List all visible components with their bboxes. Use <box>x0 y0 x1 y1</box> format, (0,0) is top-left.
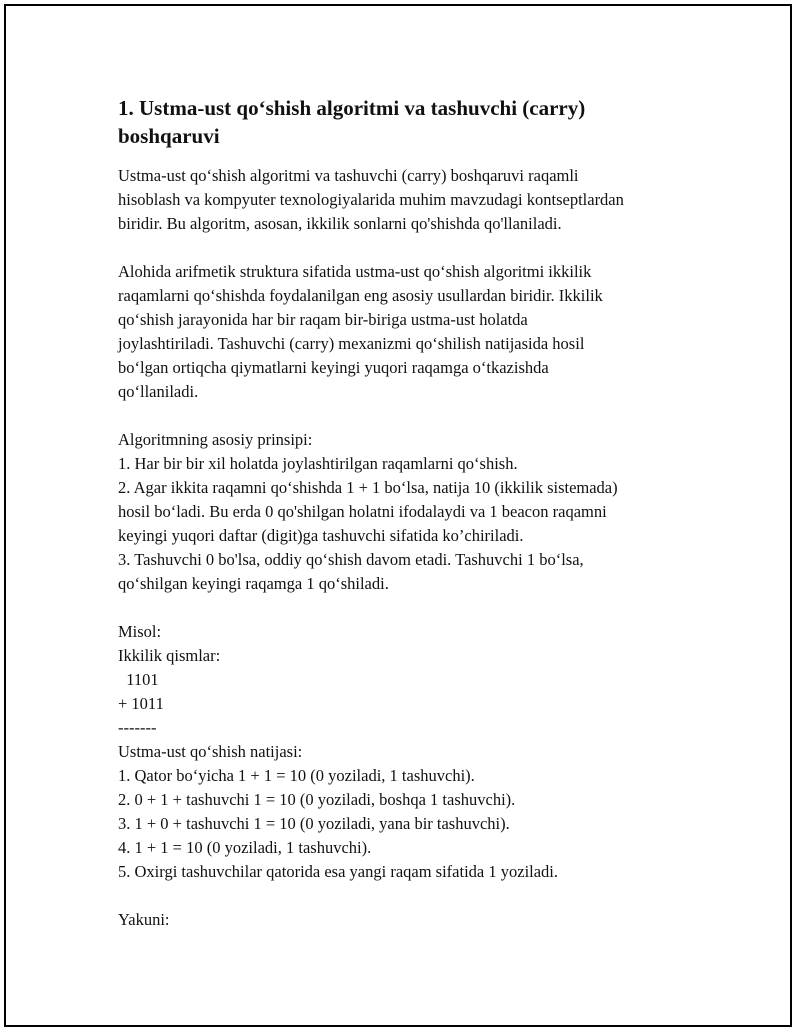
principles-section <box>118 428 718 596</box>
text-line: raqamlarni qo‘shishda foydalanilgan eng asosiy usullardan biridir. Ikkilik <box>118 286 603 305</box>
example-divider: ------- <box>118 718 157 737</box>
example-step: 3. 1 + 0 + tashuvchi 1 = 10 (0 yoziladi, yana bir tashuvchi). <box>118 814 510 833</box>
example-step: 2. 0 + 1 + tashuvchi 1 = 10 (0 yoziladi, boshqa 1 tashuvchi). <box>118 790 516 809</box>
text-line: joylashtiriladi. Tashuvchi (carry) mexanizmi qo‘shilish natijasida hosil <box>118 334 585 353</box>
example-title: Misol: <box>118 622 162 641</box>
principle-item: keyingi yuqori daftar (digit)ga tashuvchi sifatida ko’chiriladi. <box>118 526 524 545</box>
text-line: qo‘shish jarayonida har bir raqam bir-biriga ustma-ust holatda <box>118 310 528 329</box>
text-line: hisoblash va kompyuter texnologiyalarida muhim mavzudagi kontseptlardan <box>118 190 624 209</box>
example-step: 4. 1 + 1 = 10 (0 yoziladi, 1 tashuvchi). <box>118 838 372 857</box>
intro-paragraph <box>118 164 718 236</box>
text-line: Ustma-ust qo‘shish algoritmi va tashuvchi (carry) boshqaruvi raqamli <box>118 166 579 185</box>
example-line: Ikkilik qismlar: <box>118 646 221 665</box>
description-paragraph <box>118 260 718 404</box>
example-section <box>118 620 718 884</box>
text-line: Alohida arifmetik struktura sifatida ustma-ust qo‘shish algoritmi ikkilik <box>118 262 592 281</box>
heading-line: 1. Ustma-ust qo‘shish algoritmi va tashuvchi (carry) <box>118 96 586 120</box>
text-line: biridir. Bu algoritm, asosan, ikkilik sonlarni qo'shishda qo'llaniladi. <box>118 214 562 233</box>
example-operand: + 1011 <box>118 694 164 713</box>
principle-item: 2. Agar ikkita raqamni qo‘shishda 1 + 1 bo‘lsa, natija 10 (ikkilik sistemada) <box>118 478 618 497</box>
heading-line: boshqaruvi <box>118 124 220 148</box>
example-step: 1. Qator bo‘yicha 1 + 1 = 10 (0 yoziladi, 1 tashuvchi). <box>118 766 475 785</box>
conclusion-section <box>118 908 718 932</box>
document-body <box>118 94 718 956</box>
principle-item: 3. Tashuvchi 0 bo'lsa, oddiy qo‘shish davom etadi. Tashuvchi 1 bo‘lsa, <box>118 550 584 569</box>
text-line: bo‘lgan ortiqcha qiymatlarni keyingi yuqori raqamga o‘tkazishda <box>118 358 549 377</box>
principles-title: Algoritmning asosiy prinsipi: <box>118 430 313 449</box>
section-heading <box>118 94 718 150</box>
example-line: Ustma-ust qo‘shish natijasi: <box>118 742 303 761</box>
principle-item: 1. Har bir bir xil holatda joylashtirilgan raqamlarni qo‘shish. <box>118 454 518 473</box>
example-operand: 1101 <box>118 670 159 689</box>
conclusion-title: Yakuni: <box>118 910 170 929</box>
text-line: qo‘llaniladi. <box>118 382 199 401</box>
principle-item: hosil bo‘ladi. Bu erda 0 qo'shilgan holatni ifodalaydi va 1 beacon raqamni <box>118 502 607 521</box>
example-step: 5. Oxirgi tashuvchilar qatorida esa yangi raqam sifatida 1 yoziladi. <box>118 862 559 881</box>
principle-item: qo‘shilgan keyingi raqamga 1 qo‘shiladi. <box>118 574 389 593</box>
